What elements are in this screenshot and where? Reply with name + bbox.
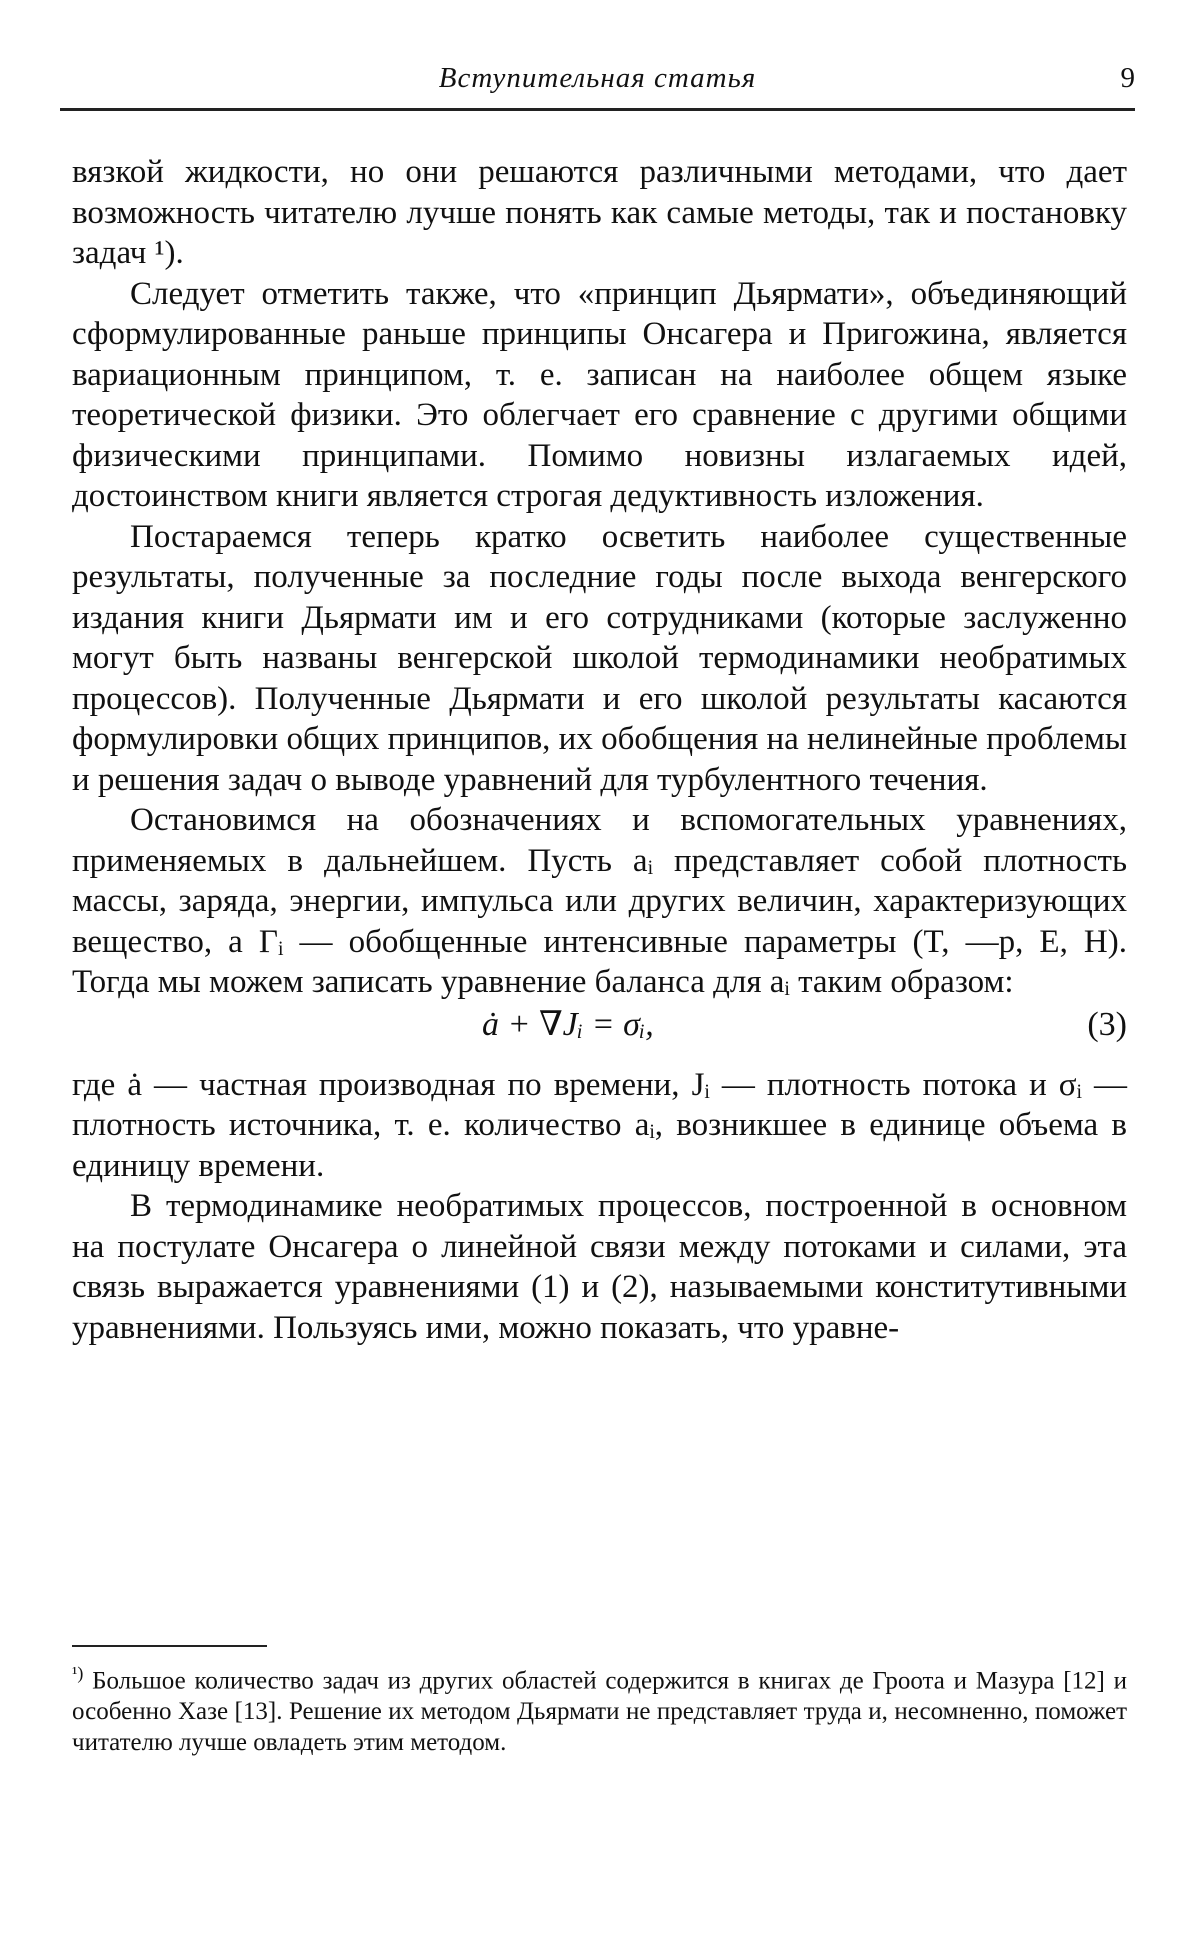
paragraph-1: вязкой жидкости, но они решаются различными методами, что дает возможность читателю лучше понять как самые методы, так и постановку задач ¹). [72,154,1127,271]
page-number: 9 [1120,62,1135,94]
paragraph-2: Следует отметить также, что «принцип Дьярмати», объединяющий сформулированные раньше принципы Онсагера и Пригожина, является вариационным принципом, т. е. записан на наиболее общем языке теоретической физики. Это облегчает его сравнение с другими общими физическими принципами. Помимо новизны излагаемых идей, достоинством книги является строгая дедуктивность изложения. [72,275,1127,514]
footnote-text: Большое количество задач из других областей содержится в книгах де Гроота и Мазура [12] и особенно Хазе [13]. Решение их методом Дьярмати не представляет труда и, несомненно, поможет читателю лучше овладеть этим методом. [72,1667,1128,1757]
balance-equation [72,1005,1127,1051]
footnote-rule [72,1645,267,1647]
paragraph-6: В термодинамике необратимых процессов, построенной в основном на постулате Онсагера о линейной связи между потоками и силами, эта связь выражается уравнениями (1) и (2), называемыми конститутивными уравнениями. Пользуясь ими, можно показать, что уравне- [72,1188,1127,1346]
paragraph-5: где ȧ — частная производная по времени, Jᵢ — плотность потока и σᵢ — плотность источника, т. е. количество aᵢ, возникшее в единице объема в единицу времени. [72,1066,1127,1184]
page-header [60,62,1135,102]
body-text [72,152,1127,1348]
formula-expression: ȧ + ∇Jᵢ = σᵢ, [482,1005,654,1043]
formula-number: (3) [1087,1005,1127,1043]
paragraph-4: Остановимся на обозначениях и вспомогательных уравнениях, применяемых в дальнейшем. Пусть aᵢ представляет собой плотность массы, заряда, энергии, импульса или других величин, характеризующих вещество, а Γᵢ — обобщенные интенсивные параметры (T, —p, E, H). Тогда мы можем записать уравнение баланса для aᵢ таким образом: [72,802,1127,1000]
paragraph-3: Постараемся теперь кратко осветить наиболее существенные результаты, полученные за последние годы после выхода венгерского издания книги Дьярмати им и его сотрудниками (которые заслуженно могут быть названы венгерской школой термодинамики необратимых процессов). Полученные Дьярмати и его школой результаты касаются формулировки общих принципов, их обобщения на нелинейные проблемы и решения задач о выводе уравнений для турбулентного течения. [72,518,1127,798]
header-rule [60,108,1135,111]
footnote [72,1658,1127,1758]
running-title: Вступительная статья [438,62,757,94]
footnote-mark: ¹) [72,1663,84,1683]
